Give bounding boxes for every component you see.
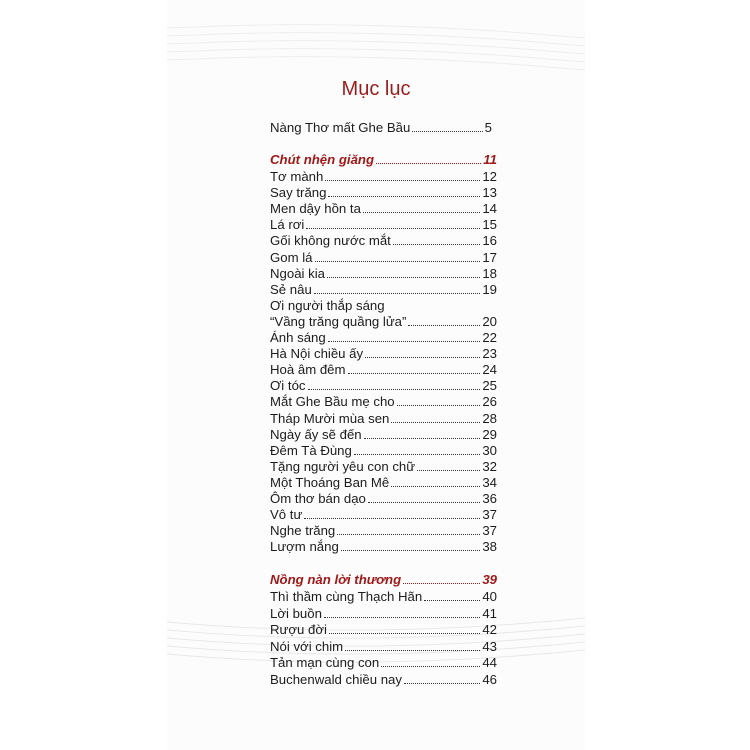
toc-leader-dots bbox=[365, 356, 480, 358]
toc-leader-dots bbox=[345, 649, 480, 651]
toc-leader-dots bbox=[329, 632, 480, 634]
toc-leader-dots bbox=[354, 453, 480, 455]
toc-entry-label: Thì thầm cùng Thạch Hãn bbox=[270, 589, 423, 604]
toc-leader-dots bbox=[328, 340, 481, 342]
toc-entry bbox=[270, 377, 497, 394]
toc-entry bbox=[270, 588, 497, 605]
toc-entry-label: Nàng Thơ mất Ghe Bầu bbox=[270, 120, 411, 135]
toc-entry-label: Tặng người yêu con chữ bbox=[270, 458, 416, 474]
toc-leader-dots bbox=[424, 599, 480, 601]
toc-page-number: 28 bbox=[482, 410, 497, 426]
toc-page-number: 42 bbox=[482, 622, 497, 638]
toc-leader-dots bbox=[412, 130, 482, 132]
toc-entry bbox=[270, 538, 497, 555]
toc-entry bbox=[270, 265, 497, 282]
toc-page-number: 40 bbox=[482, 589, 497, 604]
toc-entry-label: Lượm nắng bbox=[270, 539, 339, 555]
toc-section-heading bbox=[270, 571, 497, 588]
toc-entry-label: Say trăng bbox=[270, 185, 327, 201]
toc-leader-dots bbox=[327, 276, 480, 278]
toc-entry-label: Gom lá bbox=[270, 249, 313, 265]
toc-entry bbox=[270, 458, 497, 475]
toc-leader-dots bbox=[306, 227, 480, 229]
toc-page-number: 46 bbox=[482, 672, 497, 687]
toc-entry-label: Ơi người thắp sáng bbox=[270, 297, 385, 313]
toc-leader-dots bbox=[387, 309, 495, 310]
toc-entry-label: Ôm thơ bán dạo bbox=[270, 491, 366, 506]
toc-entry bbox=[270, 442, 497, 459]
toc-entry-label: Ơi tóc bbox=[270, 378, 306, 394]
toc-leader-dots bbox=[397, 404, 481, 406]
toc-page-number: 23 bbox=[482, 346, 497, 362]
toc-leader-dots bbox=[328, 195, 480, 197]
toc-entry bbox=[270, 522, 497, 539]
toc-entry bbox=[270, 313, 497, 330]
toc-entry bbox=[270, 490, 497, 507]
toc-leader-dots bbox=[404, 682, 480, 684]
toc-leader-dots bbox=[348, 372, 481, 374]
toc-leader-dots bbox=[368, 501, 480, 503]
toc-page-number: 30 bbox=[482, 442, 497, 458]
toc-entry-label: Buchenwald chiều nay bbox=[270, 672, 402, 687]
toc-entry bbox=[270, 393, 497, 410]
toc-entry bbox=[270, 216, 497, 233]
toc-entry-label: Nghe trăng bbox=[270, 523, 336, 539]
toc-page-number: 11 bbox=[483, 152, 497, 167]
toc-leader-dots bbox=[341, 549, 481, 551]
toc-entry bbox=[270, 168, 497, 185]
toc-entry-label: Hoà âm đêm bbox=[270, 362, 346, 378]
toc-entry-label: Ngày ấy sẽ đến bbox=[270, 426, 362, 442]
toc-page-number: 14 bbox=[482, 201, 497, 217]
toc-page-number: 17 bbox=[482, 249, 497, 265]
toc-entry bbox=[270, 361, 497, 378]
toc-page-number: 37 bbox=[482, 507, 497, 523]
toc-leader-dots bbox=[363, 211, 480, 213]
toc-leader-dots bbox=[308, 388, 481, 390]
toc-entry bbox=[270, 410, 497, 427]
toc-leader-dots bbox=[315, 260, 481, 262]
toc-entry-label: “Vầng trăng quầng lửa” bbox=[270, 313, 407, 329]
toc-page-number: 36 bbox=[482, 491, 497, 506]
toc-page-number: 18 bbox=[482, 265, 497, 281]
toc-entry bbox=[270, 249, 497, 266]
toc-entry bbox=[270, 200, 497, 217]
toc-leader-dots bbox=[391, 485, 480, 487]
toc-entry bbox=[270, 232, 497, 249]
toc-page-number: 41 bbox=[482, 605, 497, 621]
toc-entry-label: Đêm Tà Đùng bbox=[270, 442, 352, 458]
toc-entry-label: Một Thoáng Ban Mê bbox=[270, 474, 390, 490]
toc-leader-dots bbox=[393, 243, 480, 245]
toc-entry-label: Sẻ nâu bbox=[270, 281, 312, 297]
toc-page-number: 39 bbox=[482, 572, 497, 587]
toc-entry bbox=[270, 605, 497, 622]
toc-entry-label: Tơ mành bbox=[270, 169, 324, 184]
toc-leader-dots bbox=[324, 616, 480, 618]
toc-page-number: 24 bbox=[482, 362, 497, 378]
music-staff-decoration bbox=[167, 18, 585, 78]
toc-entry-label: Rượu đời bbox=[270, 622, 327, 638]
toc-page-number: 37 bbox=[482, 523, 497, 539]
toc-entry bbox=[270, 506, 497, 523]
toc-title: Mục lục bbox=[341, 78, 411, 100]
toc-entry-label: Nồng nàn lời thương bbox=[270, 572, 402, 587]
toc-entry-label: Lời buồn bbox=[270, 605, 322, 621]
toc-entry-label: Men dậy hồn ta bbox=[270, 201, 361, 217]
toc-entry-label: Vô tư bbox=[270, 507, 303, 523]
toc-entry-label: Hà Nội chiều ấy bbox=[270, 346, 364, 362]
toc-page-number: 12 bbox=[482, 169, 497, 184]
toc-page-number: 43 bbox=[482, 638, 497, 654]
toc-entry-label: Tản mạn cùng con bbox=[270, 655, 380, 671]
toc-page-number: 29 bbox=[482, 426, 497, 442]
toc-page-number: 22 bbox=[482, 330, 497, 345]
toc-entry-label: Gối không nước mắt bbox=[270, 233, 391, 249]
toc-entry bbox=[270, 638, 497, 655]
toc-leader-dots bbox=[417, 469, 480, 471]
toc-leader-dots bbox=[325, 179, 480, 181]
toc-entry bbox=[270, 345, 497, 362]
toc-leader-dots bbox=[403, 582, 480, 584]
toc-page-number: 13 bbox=[482, 185, 497, 201]
toc-leader-dots bbox=[408, 324, 480, 326]
toc-page-number: 26 bbox=[482, 394, 497, 410]
toc-entry-label: Ánh sáng bbox=[270, 330, 326, 345]
toc-leader-dots bbox=[364, 437, 481, 439]
toc-leader-dots bbox=[391, 421, 480, 423]
toc-leader-dots bbox=[381, 665, 480, 667]
toc-leader-dots bbox=[337, 533, 480, 535]
toc-entry bbox=[270, 621, 497, 638]
toc-page-number: 32 bbox=[482, 458, 497, 474]
toc-entry-label: Chút nhện giăng bbox=[270, 152, 375, 167]
toc-entry bbox=[270, 426, 497, 443]
toc-page-number: 20 bbox=[482, 313, 497, 329]
toc-page-number: 38 bbox=[482, 539, 497, 555]
toc-leader-dots bbox=[376, 162, 481, 164]
toc-entry bbox=[270, 329, 497, 346]
toc-entry-label: Mắt Ghe Bầu mẹ cho bbox=[270, 394, 395, 410]
toc-entry bbox=[270, 474, 497, 491]
toc-entry-label: Tháp Mười mùa sen bbox=[270, 410, 390, 426]
toc-entry bbox=[270, 184, 497, 201]
toc-entry-label: Nói với chim bbox=[270, 638, 344, 654]
toc-entry bbox=[270, 654, 497, 671]
toc-page-number: 34 bbox=[482, 474, 497, 490]
toc-leader-dots bbox=[314, 292, 481, 294]
toc-entry bbox=[270, 281, 497, 298]
toc-entry bbox=[270, 297, 497, 314]
toc-page-number: 19 bbox=[482, 281, 497, 297]
toc-page-number: 15 bbox=[482, 217, 497, 233]
toc-page-number: 16 bbox=[482, 233, 497, 249]
toc-entry bbox=[270, 671, 497, 688]
toc-entry bbox=[270, 119, 492, 136]
toc-entry-label: Ngoài kia bbox=[270, 265, 325, 281]
toc-leader-dots bbox=[304, 517, 480, 519]
toc-page-number: 5 bbox=[484, 120, 492, 135]
toc-entry-label: Lá rơi bbox=[270, 217, 305, 233]
toc-page-number: 25 bbox=[482, 378, 497, 394]
toc-section-heading bbox=[270, 151, 497, 168]
toc-page-number: 44 bbox=[482, 655, 497, 671]
